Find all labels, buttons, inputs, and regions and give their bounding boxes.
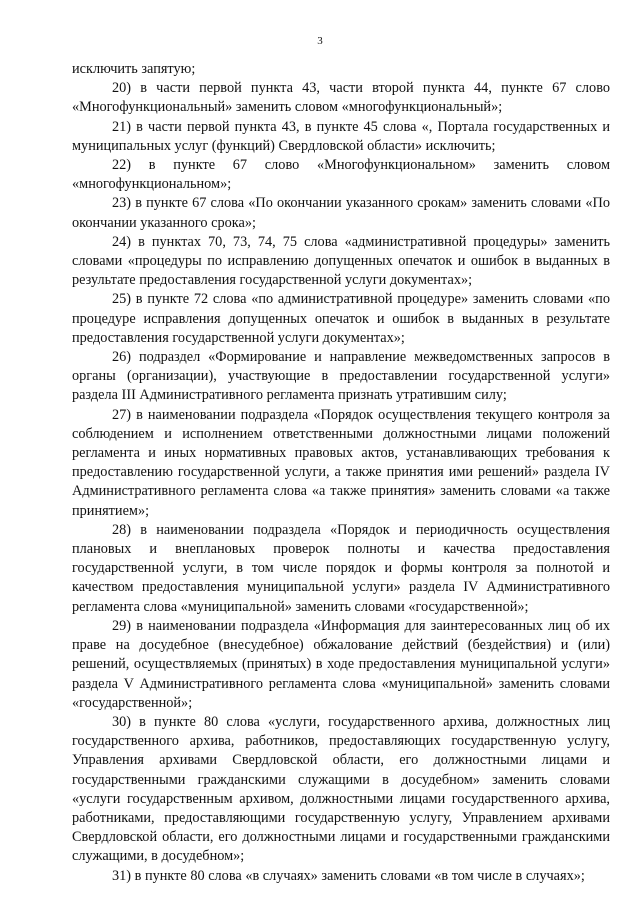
paragraph-continuation: исключить запятую; (72, 61, 196, 77)
paragraph-item-27: 27) в наименовании подраздела «Порядок осуществления текущего контроля за соблюдением и исполнением ответственными должностными лицами положений регламента и иных нормативных правовых актов, устанавливающих требования к предоставлению государственной услуги, а также принятия ими решений» раздела IV Административного регламента слова «а также принятия» заменить словами «а также принятием»; (72, 406, 610, 519)
paragraph-item-25: 25) в пункте 72 слова «по административной процедуре» заменить словами «по процедуре исправления допущенных опечаток и ошибок в выданных в результате предоставления государственной услуги документах»; (72, 291, 610, 346)
paragraph-item-31: 31) в пункте 80 слова «в случаях» заменить словами «в том числе в случаях»; (112, 867, 585, 884)
paragraph-item-29: 29) в наименовании подраздела «Информация для заинтересованных лиц об их праве на досудебное (внесудебное) обжалование действий (бездействия) и (или) решений, осуществляемых (принятых) в ходе предоставления муниципальной услуги» раздела V Административного регламента слова «муниципальной» заменить словами «государственной»; (72, 617, 610, 711)
paragraph-item-20: 20) в части первой пункта 43, части второй пункта 44, пункте 67 слово «Многофункциональный» заменить словом «многофункциональный»; (72, 80, 610, 116)
page-number: 3 (317, 35, 323, 47)
paragraph-item-26: 26) подраздел «Формирование и направление межведомственных запросов в органы (организации), участвующие в предоставлении государственной услуги» раздела III Административного регламента признать утратившим силу; (72, 349, 610, 404)
paragraph-item-30: 30) в пункте 80 слова «услуги, государственного архива, должностных лиц государственного архива, работников, предоставляющих государственную услугу, Управления архивами Свердловской области, его должностными лицами и государственными гражданскими служащими в досудебном» заменить словами «услуги государственным архивом, должностными лицами государственного архива, работниками, предоставляющими государственную услугу, Управлением архивами Свердловской области, его должностными лицами и государственными гражданскими служащими, в досудебном»; (72, 713, 610, 865)
paragraph-item-22: 22) в пункте 67 слово «Многофункциональном» заменить словом «многофункциональном»; (72, 157, 610, 193)
document-body (72, 60, 610, 886)
paragraph-item-21: 21) в части первой пункта 43, в пункте 45 слова «, Портала государственных и муниципальных услуг (функций) Свердловской области» исключить; (72, 118, 610, 154)
paragraph-item-28: 28) в наименовании подраздела «Порядок и периодичность осуществления плановых и внеплановых проверок полноты и качества предоставления государственной услуги, в том числе порядок и формы контроля за полнотой и качеством предоставления муниципальной услуги» раздела IV Административного регламента слова «муниципальной» заменить словами «государственной»; (72, 521, 610, 615)
paragraph-item-23: 23) в пункте 67 слова «По окончании указанного срокам» заменить словами «По окончании указанного срока»; (72, 195, 610, 231)
paragraph-item-24: 24) в пунктах 70, 73, 74, 75 слова «административной процедуры» заменить словами «процедуры по исправлению допущенных опечаток и ошибок в выданных в результате предоставления государственной услуги документах»; (72, 233, 610, 289)
